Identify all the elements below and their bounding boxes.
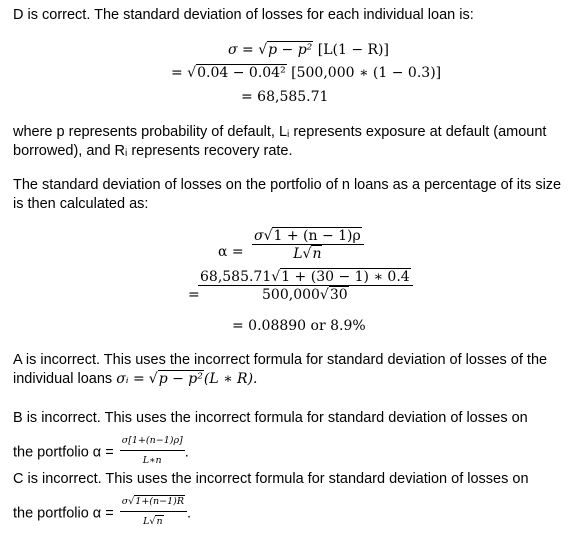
answer-b-formula: the portfolio α = $\frac{\sigma[1+(n-1)\rho]}{L∗n}$ . bbox=[13, 433, 189, 472]
equation-sigma-row2: = √0.04 − 0.04² [500,000 ∗ (1 − 0.3)] bbox=[171, 65, 442, 81]
equation-sigma-row1: σ = √p − p² [L(1 − R)] bbox=[228, 42, 389, 58]
alpha-row2-eq: = bbox=[188, 287, 200, 303]
portfolio-intro-text: The standard deviation of losses on the portfolio of n loans as a percentage of its size is then calculated as: bbox=[13, 177, 562, 212]
answer-b-text: B is incorrect. This uses the incorrect formula for standard deviation of losses on bbox=[13, 410, 528, 426]
equation-sigma-result: = 68,585.71 bbox=[241, 89, 329, 105]
alpha-result: = 0.08890 or 8.9% bbox=[232, 318, 366, 334]
alpha-fraction-1: $\frac{\sigma√1 + (n - 1)\rho}{L√n}$ bbox=[252, 227, 364, 262]
answer-a-formula-lhs: σᵢ = bbox=[116, 371, 145, 387]
answer-c-text: C is incorrect. This uses the incorrect formula for standard deviation of losses on bbox=[13, 471, 529, 487]
alpha-fraction-2: $\frac{68,585.71√1 + (30 - 1) ∗ 0.4}{500,000√30}$ bbox=[198, 268, 413, 303]
answer-c-formula: the portfolio α = $\frac{\sigma√1+(n-1)R}{L√n}$ . bbox=[13, 494, 191, 533]
where-text: where p represents probability of default, Lᵢ represents exposure at default (amount borrowed), and Rᵢ represents recovery rate. bbox=[13, 124, 547, 159]
alpha-lhs: α = bbox=[218, 244, 244, 260]
answer-a-text: A is incorrect. This uses the incorrect formula for standard deviation of losses of the individual loans σᵢ = √p − p²(L ∗ R). bbox=[13, 352, 548, 387]
intro-text: D is correct. The standard deviation of losses for each individual loan is: bbox=[13, 7, 474, 23]
